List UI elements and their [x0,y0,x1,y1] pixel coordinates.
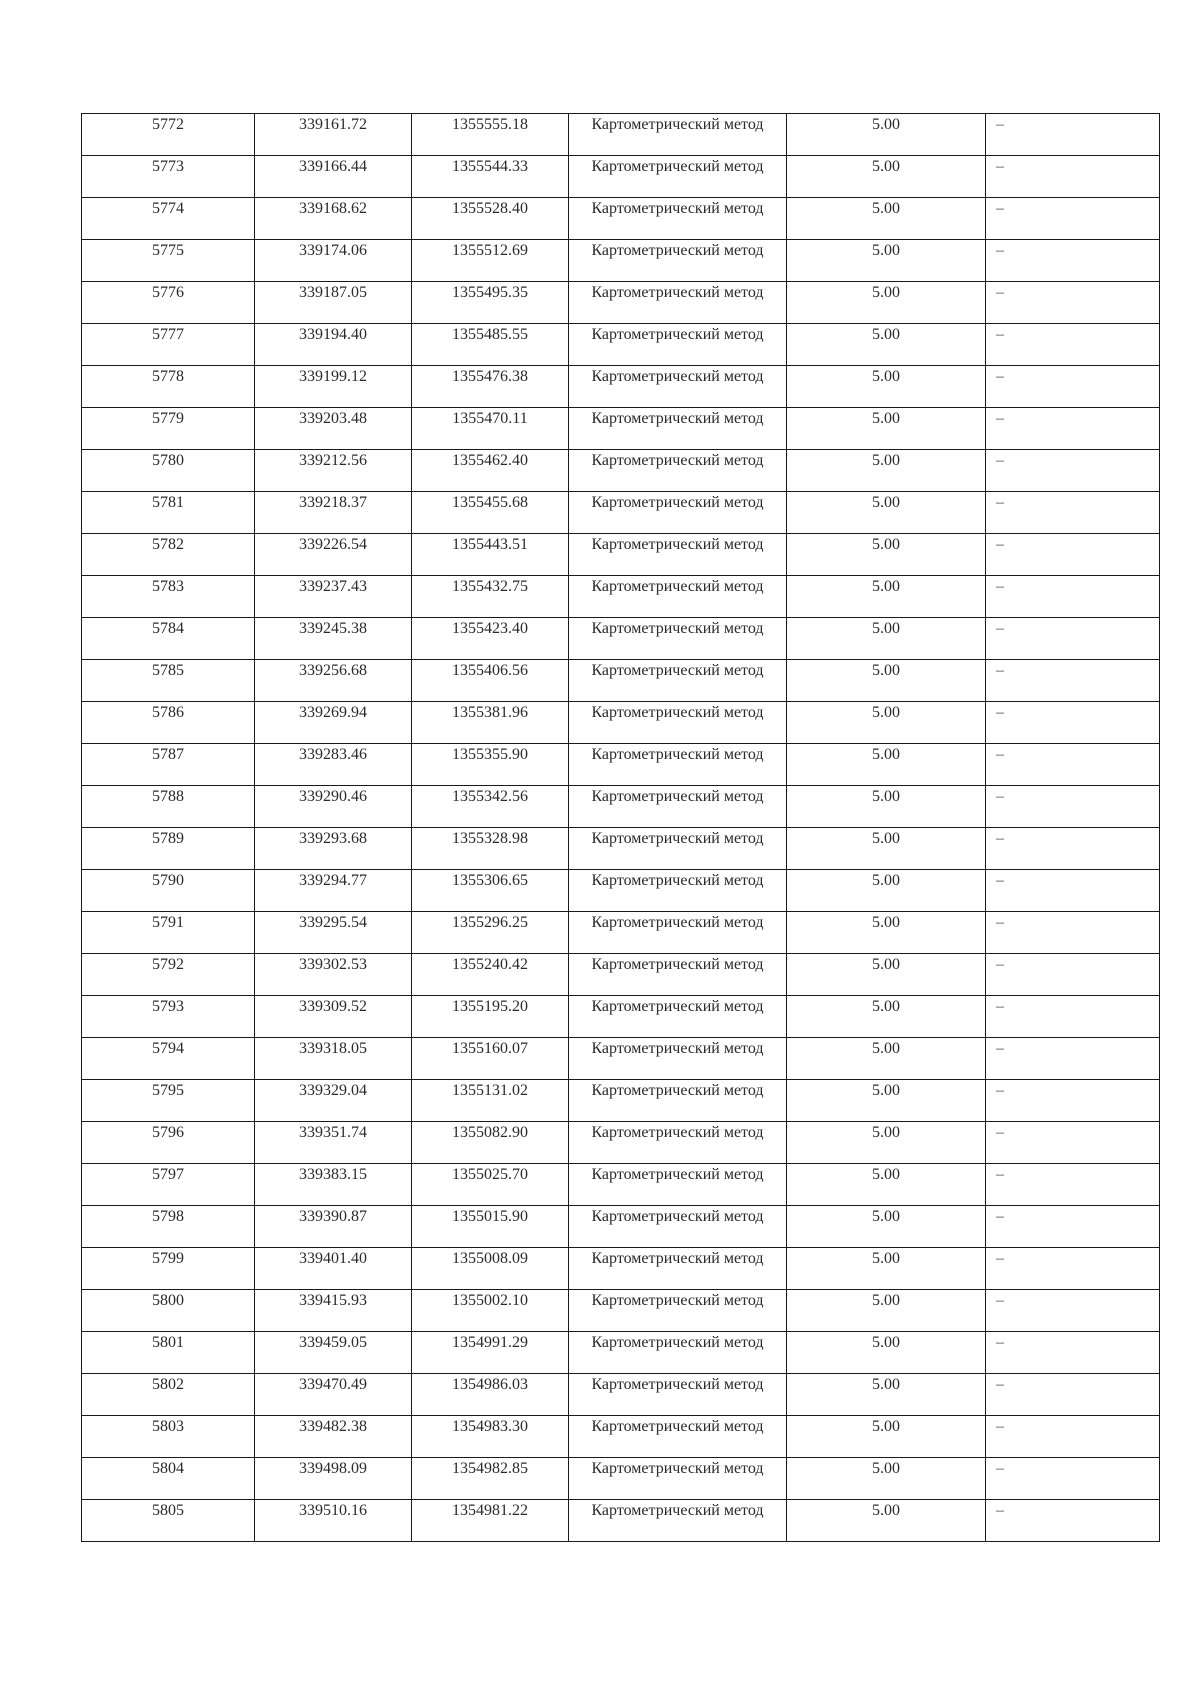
y-coordinate-cell: 1355240.42 [412,954,569,996]
method-cell: Картометрический метод [569,870,787,912]
note-cell: – [986,660,1160,702]
table-row [82,408,1160,450]
accuracy-cell: 5.00 [787,1248,986,1290]
point-number-cell: 5794 [82,1038,255,1080]
point-number-cell: 5775 [82,240,255,282]
x-coordinate-cell: 339415.93 [255,1290,412,1332]
y-coordinate-cell: 1355195.20 [412,996,569,1038]
x-coordinate-cell: 339293.68 [255,828,412,870]
x-coordinate-cell: 339390.87 [255,1206,412,1248]
note-cell: – [986,114,1160,156]
point-number-cell: 5791 [82,912,255,954]
point-number-cell: 5782 [82,534,255,576]
table-row [82,996,1160,1038]
point-number-cell: 5778 [82,366,255,408]
method-cell: Картометрический метод [569,534,787,576]
point-number-cell: 5776 [82,282,255,324]
table-row [82,660,1160,702]
accuracy-cell: 5.00 [787,534,986,576]
x-coordinate-cell: 339199.12 [255,366,412,408]
point-number-cell: 5786 [82,702,255,744]
y-coordinate-cell: 1355495.35 [412,282,569,324]
y-coordinate-cell: 1355342.56 [412,786,569,828]
y-coordinate-cell: 1355025.70 [412,1164,569,1206]
method-cell: Картометрический метод [569,450,787,492]
point-number-cell: 5796 [82,1122,255,1164]
table-row [82,366,1160,408]
accuracy-cell: 5.00 [787,1290,986,1332]
note-cell: – [986,576,1160,618]
x-coordinate-cell: 339482.38 [255,1416,412,1458]
method-cell: Картометрический метод [569,1500,787,1542]
y-coordinate-cell: 1355296.25 [412,912,569,954]
method-cell: Картометрический метод [569,1122,787,1164]
y-coordinate-cell: 1355423.40 [412,618,569,660]
accuracy-cell: 5.00 [787,954,986,996]
note-cell: – [986,828,1160,870]
y-coordinate-cell: 1355008.09 [412,1248,569,1290]
y-coordinate-cell: 1355555.18 [412,114,569,156]
coordinates-table-body [82,114,1160,1542]
note-cell: – [986,912,1160,954]
note-cell: – [986,408,1160,450]
y-coordinate-cell: 1355455.68 [412,492,569,534]
accuracy-cell: 5.00 [787,1080,986,1122]
note-cell: – [986,1374,1160,1416]
note-cell: – [986,156,1160,198]
table-row [82,576,1160,618]
x-coordinate-cell: 339226.54 [255,534,412,576]
table-row [82,1164,1160,1206]
method-cell: Картометрический метод [569,366,787,408]
method-cell: Картометрический метод [569,1458,787,1500]
accuracy-cell: 5.00 [787,618,986,660]
x-coordinate-cell: 339295.54 [255,912,412,954]
y-coordinate-cell: 1355528.40 [412,198,569,240]
y-coordinate-cell: 1354981.22 [412,1500,569,1542]
table-row [82,114,1160,156]
table-row [82,1248,1160,1290]
accuracy-cell: 5.00 [787,156,986,198]
note-cell: – [986,324,1160,366]
point-number-cell: 5789 [82,828,255,870]
table-row [82,450,1160,492]
x-coordinate-cell: 339470.49 [255,1374,412,1416]
accuracy-cell: 5.00 [787,1122,986,1164]
y-coordinate-cell: 1355432.75 [412,576,569,618]
x-coordinate-cell: 339212.56 [255,450,412,492]
note-cell: – [986,492,1160,534]
point-number-cell: 5779 [82,408,255,450]
note-cell: – [986,240,1160,282]
x-coordinate-cell: 339237.43 [255,576,412,618]
x-coordinate-cell: 339194.40 [255,324,412,366]
x-coordinate-cell: 339329.04 [255,1080,412,1122]
point-number-cell: 5790 [82,870,255,912]
y-coordinate-cell: 1355544.33 [412,156,569,198]
y-coordinate-cell: 1355512.69 [412,240,569,282]
point-number-cell: 5780 [82,450,255,492]
table-row [82,1122,1160,1164]
method-cell: Картометрический метод [569,828,787,870]
table-row [82,1290,1160,1332]
method-cell: Картометрический метод [569,324,787,366]
x-coordinate-cell: 339174.06 [255,240,412,282]
method-cell: Картометрический метод [569,954,787,996]
table-row [82,618,1160,660]
y-coordinate-cell: 1355462.40 [412,450,569,492]
table-row [82,1374,1160,1416]
method-cell: Картометрический метод [569,702,787,744]
note-cell: – [986,1038,1160,1080]
method-cell: Картометрический метод [569,618,787,660]
method-cell: Картометрический метод [569,240,787,282]
table-row [82,198,1160,240]
y-coordinate-cell: 1355131.02 [412,1080,569,1122]
table-row [82,1458,1160,1500]
accuracy-cell: 5.00 [787,408,986,450]
method-cell: Картометрический метод [569,1416,787,1458]
x-coordinate-cell: 339459.05 [255,1332,412,1374]
table-row [82,156,1160,198]
note-cell: – [986,198,1160,240]
table-row [82,492,1160,534]
point-number-cell: 5773 [82,156,255,198]
note-cell: – [986,450,1160,492]
y-coordinate-cell: 1355002.10 [412,1290,569,1332]
method-cell: Картометрический метод [569,1248,787,1290]
table-row [82,534,1160,576]
x-coordinate-cell: 339290.46 [255,786,412,828]
table-row [82,1332,1160,1374]
x-coordinate-cell: 339383.15 [255,1164,412,1206]
table-row [82,1500,1160,1542]
accuracy-cell: 5.00 [787,1374,986,1416]
accuracy-cell: 5.00 [787,1206,986,1248]
accuracy-cell: 5.00 [787,198,986,240]
accuracy-cell: 5.00 [787,702,986,744]
table-row [82,1416,1160,1458]
coordinates-table [81,113,1160,1542]
y-coordinate-cell: 1355485.55 [412,324,569,366]
method-cell: Картометрический метод [569,408,787,450]
y-coordinate-cell: 1355381.96 [412,702,569,744]
method-cell: Картометрический метод [569,996,787,1038]
note-cell: – [986,1122,1160,1164]
method-cell: Картометрический метод [569,912,787,954]
note-cell: – [986,1332,1160,1374]
note-cell: – [986,1416,1160,1458]
table-row [82,828,1160,870]
point-number-cell: 5803 [82,1416,255,1458]
point-number-cell: 5802 [82,1374,255,1416]
note-cell: – [986,1458,1160,1500]
note-cell: – [986,786,1160,828]
x-coordinate-cell: 339218.37 [255,492,412,534]
accuracy-cell: 5.00 [787,1500,986,1542]
method-cell: Картометрический метод [569,1164,787,1206]
method-cell: Картометрический метод [569,1290,787,1332]
point-number-cell: 5797 [82,1164,255,1206]
point-number-cell: 5783 [82,576,255,618]
accuracy-cell: 5.00 [787,1458,986,1500]
note-cell: – [986,744,1160,786]
point-number-cell: 5799 [82,1248,255,1290]
method-cell: Картометрический метод [569,576,787,618]
note-cell: – [986,282,1160,324]
x-coordinate-cell: 339166.44 [255,156,412,198]
point-number-cell: 5805 [82,1500,255,1542]
table-row [82,954,1160,996]
point-number-cell: 5793 [82,996,255,1038]
x-coordinate-cell: 339269.94 [255,702,412,744]
y-coordinate-cell: 1354983.30 [412,1416,569,1458]
point-number-cell: 5777 [82,324,255,366]
accuracy-cell: 5.00 [787,492,986,534]
method-cell: Картометрический метод [569,1206,787,1248]
x-coordinate-cell: 339161.72 [255,114,412,156]
method-cell: Картометрический метод [569,786,787,828]
y-coordinate-cell: 1355476.38 [412,366,569,408]
method-cell: Картометрический метод [569,1080,787,1122]
accuracy-cell: 5.00 [787,282,986,324]
method-cell: Картометрический метод [569,1332,787,1374]
point-number-cell: 5795 [82,1080,255,1122]
note-cell: – [986,618,1160,660]
note-cell: – [986,996,1160,1038]
accuracy-cell: 5.00 [787,744,986,786]
table-row [82,1038,1160,1080]
point-number-cell: 5798 [82,1206,255,1248]
accuracy-cell: 5.00 [787,912,986,954]
point-number-cell: 5804 [82,1458,255,1500]
accuracy-cell: 5.00 [787,996,986,1038]
table-row [82,1206,1160,1248]
table-row [82,912,1160,954]
y-coordinate-cell: 1354986.03 [412,1374,569,1416]
method-cell: Картометрический метод [569,744,787,786]
note-cell: – [986,366,1160,408]
accuracy-cell: 5.00 [787,450,986,492]
table-row [82,240,1160,282]
method-cell: Картометрический метод [569,156,787,198]
y-coordinate-cell: 1355015.90 [412,1206,569,1248]
note-cell: – [986,1164,1160,1206]
x-coordinate-cell: 339302.53 [255,954,412,996]
y-coordinate-cell: 1355328.98 [412,828,569,870]
x-coordinate-cell: 339256.68 [255,660,412,702]
accuracy-cell: 5.00 [787,1332,986,1374]
point-number-cell: 5785 [82,660,255,702]
table-row [82,870,1160,912]
note-cell: – [986,1500,1160,1542]
method-cell: Картометрический метод [569,198,787,240]
method-cell: Картометрический метод [569,1038,787,1080]
x-coordinate-cell: 339510.16 [255,1500,412,1542]
point-number-cell: 5774 [82,198,255,240]
note-cell: – [986,954,1160,996]
table-row [82,1080,1160,1122]
accuracy-cell: 5.00 [787,1164,986,1206]
note-cell: – [986,870,1160,912]
accuracy-cell: 5.00 [787,870,986,912]
x-coordinate-cell: 339203.48 [255,408,412,450]
x-coordinate-cell: 339498.09 [255,1458,412,1500]
note-cell: – [986,1290,1160,1332]
point-number-cell: 5787 [82,744,255,786]
accuracy-cell: 5.00 [787,828,986,870]
note-cell: – [986,1248,1160,1290]
x-coordinate-cell: 339187.05 [255,282,412,324]
point-number-cell: 5781 [82,492,255,534]
note-cell: – [986,534,1160,576]
note-cell: – [986,702,1160,744]
accuracy-cell: 5.00 [787,1416,986,1458]
method-cell: Картометрический метод [569,1374,787,1416]
accuracy-cell: 5.00 [787,240,986,282]
x-coordinate-cell: 339294.77 [255,870,412,912]
x-coordinate-cell: 339168.62 [255,198,412,240]
point-number-cell: 5801 [82,1332,255,1374]
method-cell: Картометрический метод [569,114,787,156]
method-cell: Картометрический метод [569,492,787,534]
method-cell: Картометрический метод [569,660,787,702]
y-coordinate-cell: 1355406.56 [412,660,569,702]
x-coordinate-cell: 339245.38 [255,618,412,660]
point-number-cell: 5772 [82,114,255,156]
accuracy-cell: 5.00 [787,660,986,702]
x-coordinate-cell: 339401.40 [255,1248,412,1290]
x-coordinate-cell: 339309.52 [255,996,412,1038]
y-coordinate-cell: 1355443.51 [412,534,569,576]
y-coordinate-cell: 1355306.65 [412,870,569,912]
x-coordinate-cell: 339351.74 [255,1122,412,1164]
point-number-cell: 5788 [82,786,255,828]
table-row [82,324,1160,366]
accuracy-cell: 5.00 [787,576,986,618]
method-cell: Картометрический метод [569,282,787,324]
y-coordinate-cell: 1355160.07 [412,1038,569,1080]
accuracy-cell: 5.00 [787,366,986,408]
x-coordinate-cell: 339318.05 [255,1038,412,1080]
table-row [82,702,1160,744]
accuracy-cell: 5.00 [787,786,986,828]
point-number-cell: 5792 [82,954,255,996]
table-row [82,282,1160,324]
point-number-cell: 5800 [82,1290,255,1332]
accuracy-cell: 5.00 [787,114,986,156]
y-coordinate-cell: 1355470.11 [412,408,569,450]
y-coordinate-cell: 1355082.90 [412,1122,569,1164]
y-coordinate-cell: 1355355.90 [412,744,569,786]
y-coordinate-cell: 1354982.85 [412,1458,569,1500]
accuracy-cell: 5.00 [787,324,986,366]
point-number-cell: 5784 [82,618,255,660]
y-coordinate-cell: 1354991.29 [412,1332,569,1374]
table-row [82,786,1160,828]
table-row [82,744,1160,786]
x-coordinate-cell: 339283.46 [255,744,412,786]
note-cell: – [986,1206,1160,1248]
note-cell: – [986,1080,1160,1122]
accuracy-cell: 5.00 [787,1038,986,1080]
